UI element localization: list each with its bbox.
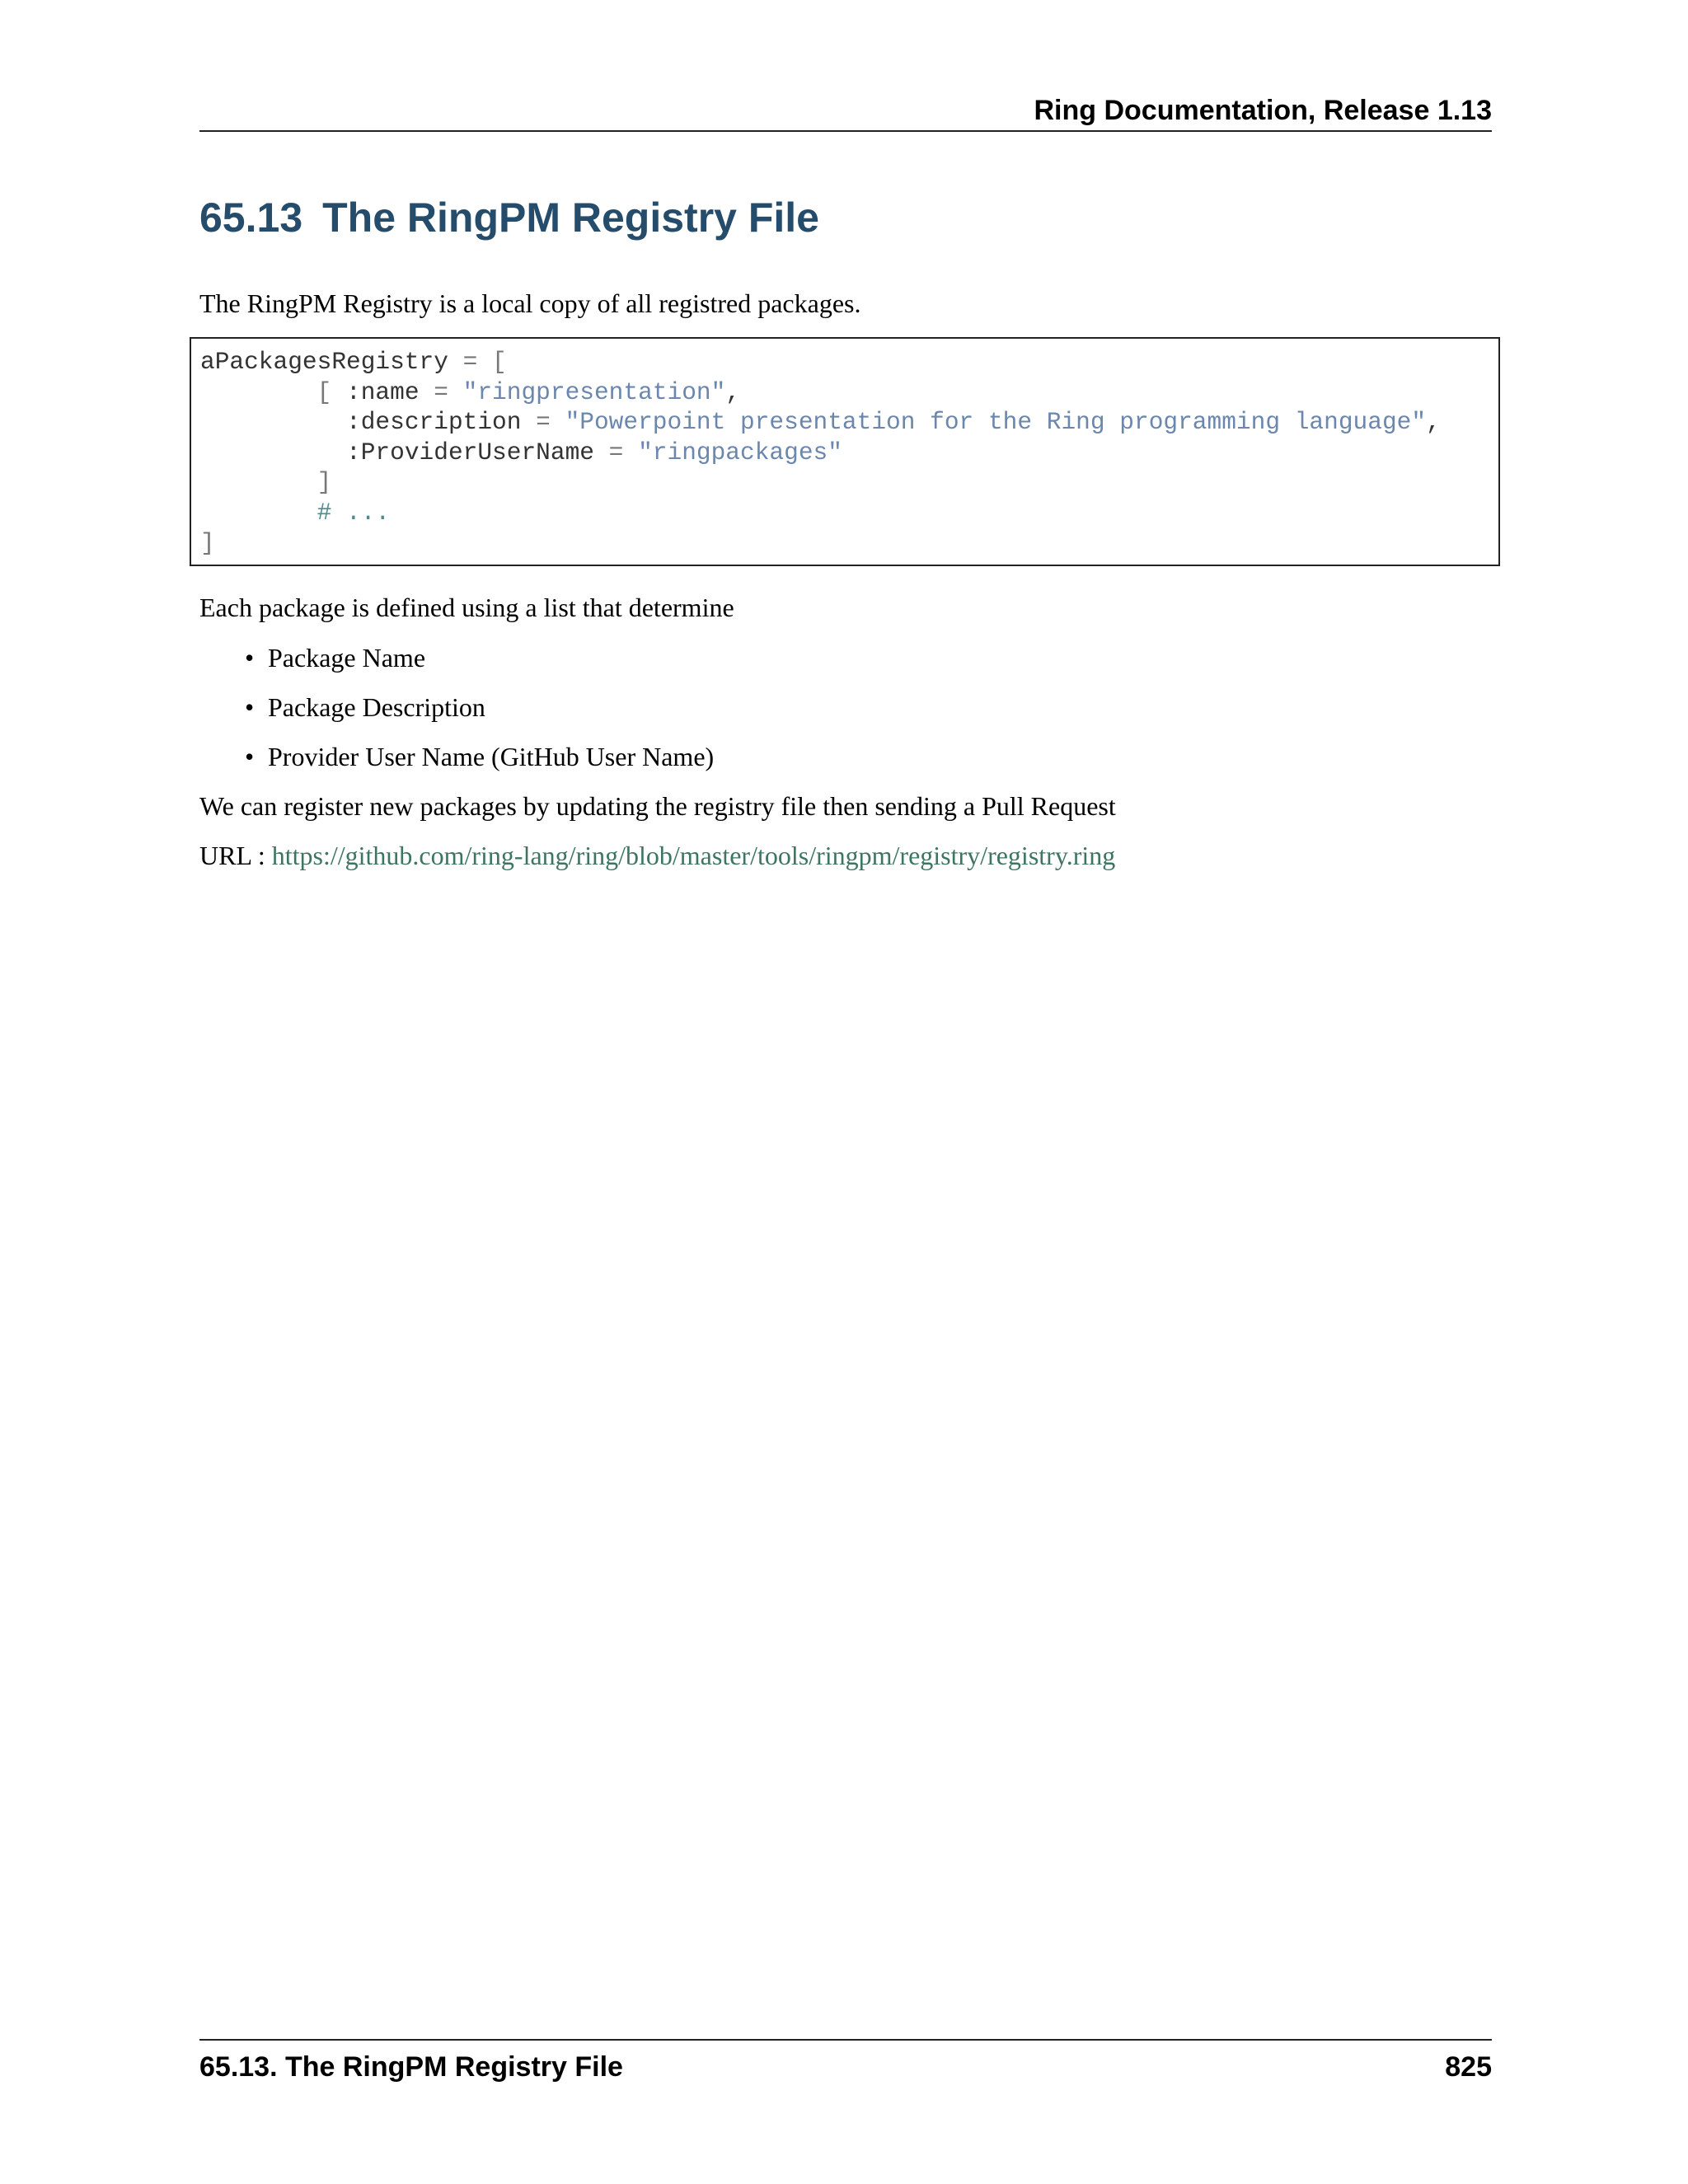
code-line-3: :description = "Powerpoint presentation for the Ring programming language", xyxy=(346,408,1441,437)
running-footer xyxy=(199,2039,1492,2085)
footer-section-ref: 65.13. The RingPM Registry File xyxy=(199,2051,623,2083)
list-item: • Package Name xyxy=(245,643,426,673)
registry-url-link[interactable]: https://github.com/ring-lang/ring/blob/master/tools/ringpm/registry/registry.ring xyxy=(271,841,1116,870)
page-number: 825 xyxy=(1445,2051,1492,2083)
code-line-1: aPackagesRegistry = [ xyxy=(200,348,507,376)
code-line-6: # ... xyxy=(316,498,391,527)
section-number: 65.13 xyxy=(199,194,303,241)
bullet-icon: • xyxy=(245,742,255,771)
section-title: The RingPM Registry File xyxy=(322,194,819,241)
list-item: • Provider User Name (GitHub User Name) xyxy=(245,742,715,771)
code-line-7: ] xyxy=(200,528,215,557)
bullet-icon: • xyxy=(245,643,255,673)
code-line-5: ] xyxy=(316,468,332,497)
code-line-4: :ProviderUserName = "ringpackages" xyxy=(346,438,842,466)
definition-paragraph: Each package is defined using a list that determine xyxy=(199,593,734,622)
register-paragraph: We can register new packages by updating the registry file then sending a Pull Request xyxy=(199,791,1116,821)
intro-paragraph: The RingPM Registry is a local copy of all registred packages. xyxy=(199,288,861,318)
section-heading xyxy=(199,191,819,244)
code-block xyxy=(190,337,1500,566)
running-header-title: Ring Documentation, Release 1.13 xyxy=(1034,95,1492,126)
bullet-icon: • xyxy=(245,692,255,722)
list-item: • Package Description xyxy=(245,692,485,722)
code-line-2: [ :name = "ringpresentation", xyxy=(316,377,741,406)
document-page xyxy=(199,0,1492,2184)
url-paragraph xyxy=(199,839,1115,872)
package-fields-list xyxy=(199,641,714,790)
url-label: URL : xyxy=(199,841,272,870)
running-header xyxy=(199,92,1492,132)
